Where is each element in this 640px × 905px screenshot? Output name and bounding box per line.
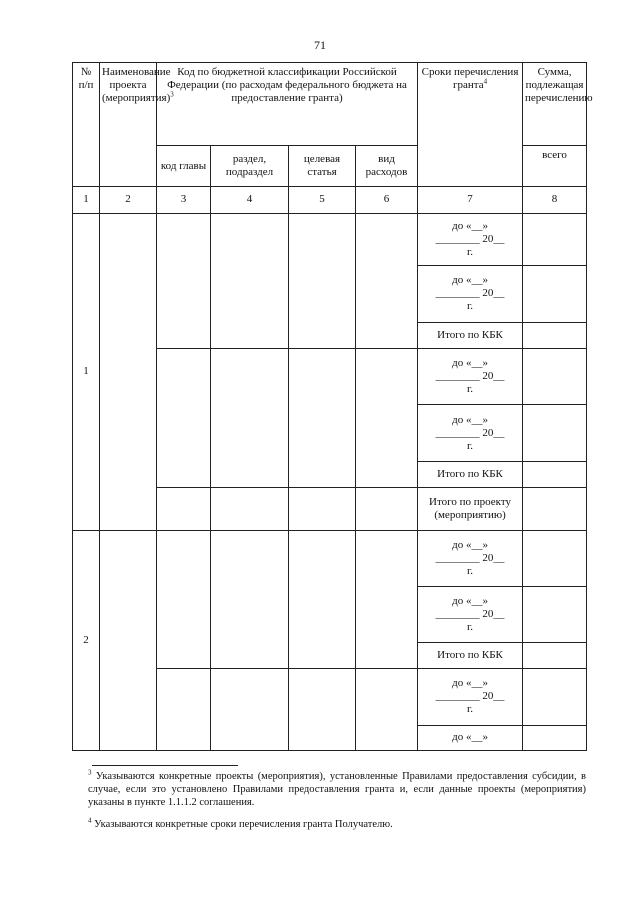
- footnote-4-mark: 4: [88, 816, 92, 825]
- date-line-suffix: г.: [467, 621, 474, 634]
- kbk-section-cell: [211, 213, 289, 348]
- kbk-head-cell: [157, 488, 211, 530]
- header-cell-kbk: [157, 63, 418, 146]
- header-cell-number: [73, 63, 100, 187]
- date-entry-cell: [418, 213, 523, 266]
- kbk-section-cell: [211, 530, 289, 668]
- header-kbk-text: Код по бюджетной классификации Российской Федерации (по расходам федерального бюджета на предоставление гранта): [167, 66, 407, 104]
- footnote-3-text: Указываются конкретные проекты (мероприятия), установленные Правилами предоставления субсидии, в случае, если это установлено Правилами предоставления гранта и, если данные проекты (мероприятия) указаны в пункте 1.1.1.2 соглашения.: [88, 771, 586, 808]
- date-line-suffix: г.: [467, 703, 474, 716]
- amount-cell: [523, 488, 587, 530]
- column-number: 2: [100, 187, 157, 213]
- kbk-type-cell: [356, 530, 418, 668]
- date-entry-cell: [418, 669, 523, 726]
- row-label-1: 1: [73, 213, 100, 530]
- subheader-head: [157, 145, 211, 186]
- date-entry-cell: [418, 587, 523, 643]
- grant-schedule-table: [72, 62, 593, 751]
- column-number: 1: [73, 187, 100, 213]
- total-kbk-cell: Итого по КБК: [418, 461, 523, 487]
- date-line-day: до «__»: [452, 731, 488, 744]
- kbk-section-cell: [211, 669, 289, 751]
- kbk-type-cell: [356, 669, 418, 751]
- date-line-suffix: г.: [467, 439, 474, 452]
- date-line-day: до «__»: [452, 538, 488, 551]
- header-number-text: № п/п: [78, 66, 94, 91]
- column-number: 5: [289, 187, 356, 213]
- kbk-head-cell: [157, 530, 211, 668]
- header-sum-text: Сумма, подлежащая перечислению: [525, 66, 593, 104]
- kbk-section-cell: [211, 488, 289, 530]
- subheader-section: [211, 145, 289, 186]
- amount-cell: [523, 405, 587, 462]
- page-number: 71: [314, 38, 326, 52]
- date-line-suffix: г.: [467, 383, 474, 396]
- subheader-total: [523, 145, 587, 186]
- header-cell-terms: [418, 63, 523, 187]
- date-entry-cell: [418, 348, 523, 405]
- column-number: 8: [523, 187, 587, 213]
- kbk-type-cell: [356, 213, 418, 348]
- subheader-type-text: вид расходов: [365, 153, 408, 179]
- date-line-day: до «__»: [452, 219, 488, 232]
- date-line-year: ________ 20__: [435, 690, 505, 703]
- amount-cell: [523, 348, 587, 405]
- kbk-target-cell: [289, 530, 356, 668]
- date-line-suffix: г.: [467, 245, 474, 258]
- subheader-type: [356, 145, 418, 186]
- date-entry-cell: [418, 266, 523, 323]
- column-number: 7: [418, 187, 523, 213]
- footnote-3: [88, 770, 586, 809]
- footnote-3-mark: 3: [88, 768, 92, 777]
- footnote-4-text: Указываются конкретные сроки перечисления гранта Получателю.: [94, 819, 393, 830]
- total-kbk-cell: Итого по КБК: [418, 322, 523, 348]
- kbk-head-cell: [157, 348, 211, 487]
- kbk-target-cell: [289, 213, 356, 348]
- kbk-head-cell: [157, 669, 211, 751]
- total-project-cell: Итого по проекту (мероприятию): [418, 488, 523, 530]
- date-line-suffix: г.: [467, 300, 474, 313]
- header-cell-sum: [523, 63, 593, 146]
- footnote-separator: [92, 765, 238, 766]
- date-line-day: до «__»: [452, 413, 488, 426]
- project-name-cell: [100, 213, 157, 530]
- kbk-target-cell: [289, 669, 356, 751]
- column-number: 3: [157, 187, 211, 213]
- footnote-4: [88, 818, 586, 831]
- amount-cell: [523, 725, 587, 750]
- amount-cell: [523, 266, 587, 323]
- amount-cell: [523, 213, 587, 266]
- kbk-type-cell: [356, 488, 418, 530]
- column-number: 4: [211, 187, 289, 213]
- kbk-head-cell: [157, 213, 211, 348]
- date-entry-cell: [418, 405, 523, 462]
- subheader-section-text: раздел, подраздел: [225, 153, 274, 179]
- amount-cell: [523, 530, 587, 587]
- footnote-ref-3: 3: [170, 90, 174, 99]
- column-number: 6: [356, 187, 418, 213]
- project-name-cell: [100, 530, 157, 750]
- kbk-target-cell: [289, 488, 356, 530]
- total-kbk-cell: Итого по КБК: [418, 642, 523, 668]
- subheader-target-text: целевая статья: [303, 153, 341, 179]
- date-line-day: до «__»: [452, 595, 488, 608]
- date-line-suffix: г.: [467, 564, 474, 577]
- date-line-year: ________ 20__: [435, 426, 505, 439]
- subheader-target: [289, 145, 356, 186]
- date-entry-cell-partial: [418, 725, 523, 750]
- date-line-year: ________ 20__: [435, 370, 505, 383]
- date-line-year: ________ 20__: [435, 287, 505, 300]
- header-terms-text: Сроки перечисления гранта: [421, 66, 519, 91]
- footnote-ref-4: 4: [483, 77, 488, 86]
- amount-cell: [523, 587, 587, 643]
- date-line-day: до «__»: [452, 357, 488, 370]
- amount-cell: [523, 322, 587, 348]
- date-line-year: ________ 20__: [435, 608, 505, 621]
- date-line-day: до «__»: [452, 274, 488, 287]
- date-entry-cell: [418, 530, 523, 587]
- date-line-year: ________ 20__: [435, 551, 505, 564]
- amount-cell: [523, 669, 587, 726]
- date-line-day: до «__»: [452, 677, 488, 690]
- date-line-year: ________ 20__: [435, 232, 505, 245]
- kbk-target-cell: [289, 348, 356, 487]
- amount-cell: [523, 461, 587, 487]
- header-cell-name: [100, 63, 174, 187]
- subheader-total-text: всего: [542, 148, 567, 161]
- row-label-2: 2: [73, 530, 100, 750]
- kbk-type-cell: [356, 348, 418, 487]
- header-name-text: Наименование проекта (мероприятия): [102, 66, 171, 104]
- amount-cell: [523, 642, 587, 668]
- subheader-head-text: код главы: [160, 159, 207, 172]
- kbk-section-cell: [211, 348, 289, 487]
